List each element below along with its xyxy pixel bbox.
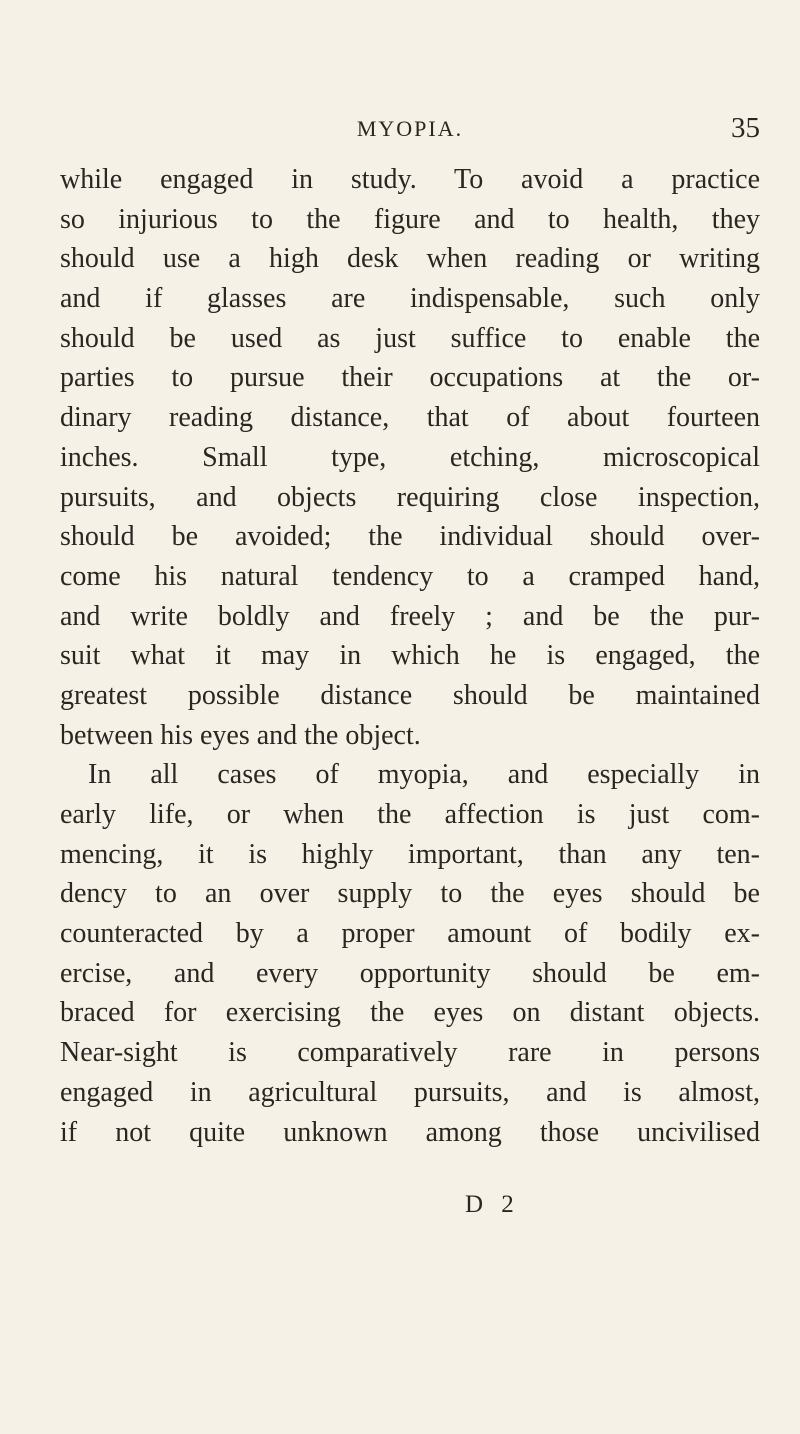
text-line: inches. Small type, etching, microscopical: [60, 441, 760, 473]
body-text: [60, 160, 760, 1152]
text-line: braced for exercising the eyes on distant objects.: [60, 997, 760, 1029]
text-line: counteracted by a proper amount of bodily ex-: [60, 918, 760, 950]
text-line: should be avoided; the individual should over-: [60, 521, 760, 553]
paragraph-end-line: between his eyes and the object.: [60, 719, 421, 751]
signature-mark: D 2: [465, 1191, 520, 1218]
text-line: if not quite unknown among those uncivilised: [60, 1116, 760, 1148]
text-line: ercise, and every opportunity should be em-: [60, 957, 760, 989]
page-number: 35: [731, 112, 760, 144]
paragraph-start-line: In all cases of myopia, and especially in: [88, 759, 760, 791]
text-line: parties to pursue their occupations at the or-: [60, 362, 760, 394]
text-line: should be used as just suffice to enable the: [60, 322, 760, 354]
text-line: mencing, it is highly important, than any ten-: [60, 838, 760, 870]
text-line: so injurious to the figure and to health, they: [60, 203, 760, 235]
text-line: dinary reading distance, that of about fourteen: [60, 402, 760, 434]
text-line: dency to an over supply to the eyes should be: [60, 878, 760, 910]
running-title: MYOPIA.: [356, 116, 464, 141]
text-line: pursuits, and objects requiring close inspection,: [60, 481, 760, 513]
running-head: [60, 112, 760, 152]
text-line: engaged in agricultural pursuits, and is almost,: [60, 1076, 760, 1108]
text-line: while engaged in study. To avoid a practice: [60, 164, 760, 195]
text-line: suit what it may in which he is engaged, the: [60, 640, 760, 672]
text-line: and if glasses are indispensable, such only: [60, 283, 760, 315]
text-line: come his natural tendency to a cramped hand,: [60, 560, 760, 592]
text-line: should use a high desk when reading or writing: [60, 243, 760, 275]
text-line: and write boldly and freely ; and be the pur-: [60, 600, 760, 632]
text-line: early life, or when the affection is just com-: [60, 799, 760, 830]
text-line: Near-sight is comparatively rare in persons: [60, 1037, 760, 1069]
text-line: greatest possible distance should be maintained: [60, 679, 760, 711]
